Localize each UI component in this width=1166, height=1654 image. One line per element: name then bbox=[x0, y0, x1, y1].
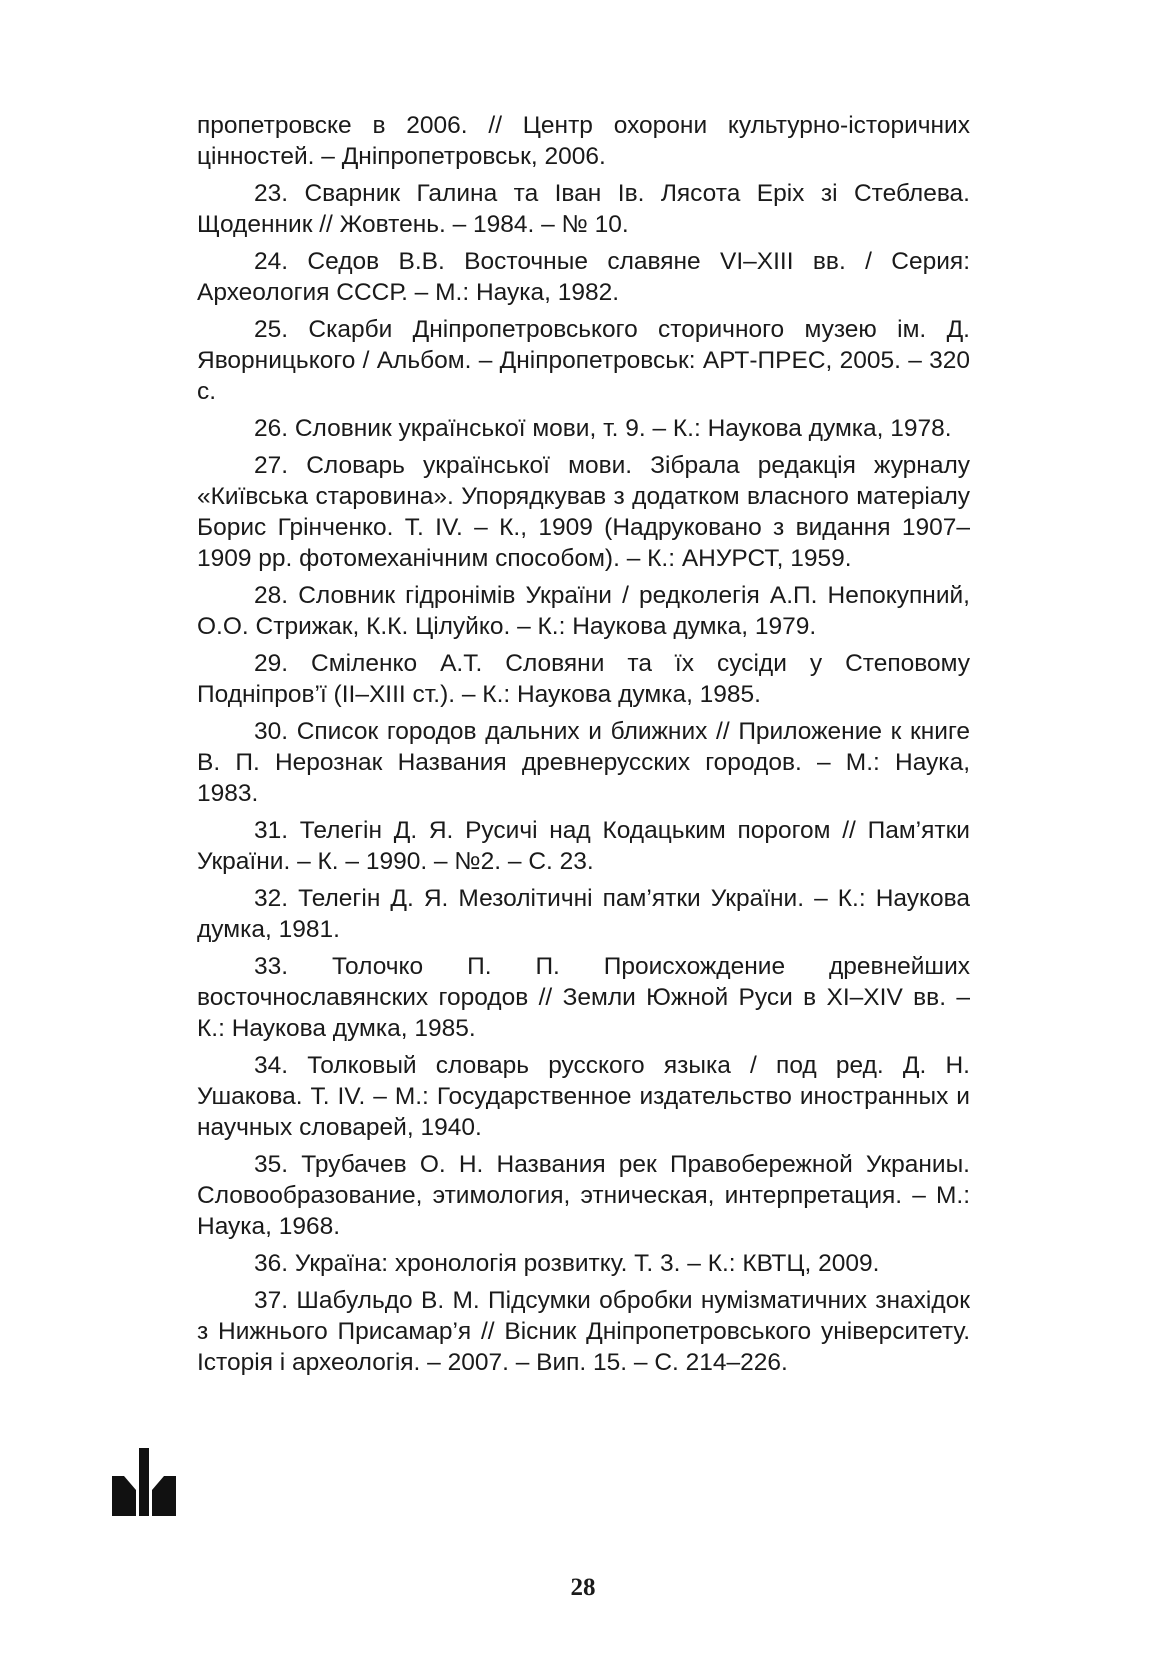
bibliography-list bbox=[197, 110, 970, 1384]
bibliography-entry-26: 26. Словник української мови, т. 9. – К.: Наукова думка, 1978. bbox=[254, 415, 952, 442]
bibliography-entry-29: 29. Сміленко А.Т. Словяни та їх сусіди у Степовому Подніпров’ї (II–XIII ст.). – К.: Наукова думка, 1985. bbox=[197, 650, 970, 708]
bibliography-entry-continued: пропетровске в 2006. // Центр охорони культурно-історичних цінностей. – Дніпропетровськ, 2006. bbox=[197, 112, 970, 170]
trident-ornament-icon bbox=[112, 1448, 176, 1516]
bibliography-entry-34: 34. Толковый словарь русского языка / под ред. Д. Н. Ушакова. Т. IV. – М.: Государственное издательство иностранных и научных словарей, 1940. bbox=[197, 1052, 970, 1141]
bibliography-entry-24: 24. Седов В.В. Восточные славяне VI–XIII вв. / Серия: Археология СССР. – М.: Наука, 1982. bbox=[197, 248, 970, 306]
bibliography-entry-25: 25. Скарби Дніпропетровського сторичного музею ім. Д. Яворницького / Альбом. – Дніпропетровськ: АРТ-ПРЕС, 2005. – 320 с. bbox=[197, 316, 970, 405]
bibliography-entry-31: 31. Телегін Д. Я. Русичі над Кодацьким порогом // Пам’ятки України. – К. – 1990. – №2. – С. 23. bbox=[197, 817, 970, 875]
bibliography-entry-37: 37. Шабульдо В. М. Підсумки обробки нумізматичних знахідок з Нижнього Присамар’я // Вісник Дніпропетровського університету. Історія і археологія. – 2007. – Вип. 15. – С. 214–226. bbox=[197, 1287, 970, 1376]
bibliography-entry-28: 28. Словник гідронімів України / редколегія А.П. Непокупний, О.О. Стрижак, К.К. Цілуйко. – К.: Наукова думка, 1979. bbox=[197, 582, 970, 640]
bibliography-entry-35: 35. Трубачев О. Н. Названия рек Правобережной Украниы. Словообразование, этимология, этническая, интерпретация. – М.: Наука, 1968. bbox=[197, 1151, 970, 1240]
bibliography-entry-36: 36. Україна: хронологія розвитку. Т. 3. – К.: КВТЦ, 2009. bbox=[254, 1250, 880, 1277]
bibliography-entry-27: 27. Словарь української мови. Зібрала редакція журналу «Київська старовина». Упорядкував з додатком власного матеріалу Борис Грінченко. Т. IV. – К., 1909 (Надруковано з видання 1907–1909 рр. фотомеханічним способом). – К.: АНУРСТ, 1959. bbox=[197, 452, 970, 572]
bibliography-entry-30: 30. Список городов дальних и ближних // Приложение к книге В. П. Нерознак Названия древнерусских городов. – М.: Наука, 1983. bbox=[197, 718, 970, 807]
page-number: 28 bbox=[570, 1574, 596, 1601]
bibliography-entry-33: 33. Толочко П. П. Происхождение древнейших восточнославянских городов // Земли Южной Руси в XI–XIV вв. – К.: Наукова думка, 1985. bbox=[197, 953, 970, 1042]
bibliography-entry-32: 32. Телегін Д. Я. Мезолітичні пам’ятки України. – К.: Наукова думка, 1981. bbox=[197, 885, 970, 943]
bibliography-entry-23: 23. Сварник Галина та Іван Ів. Лясота Еріх зі Стеблева. Щоденник // Жовтень. – 1984. – № 10. bbox=[197, 180, 970, 238]
